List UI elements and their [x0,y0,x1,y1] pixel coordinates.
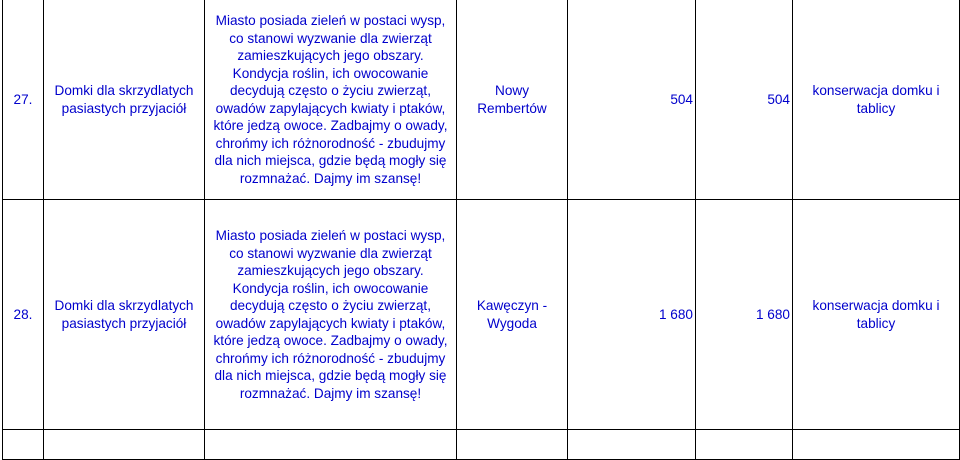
projects-table [2,0,960,460]
project-name [44,200,205,430]
cost-value-secondary: 1 680 [696,200,793,430]
cost-value-secondary: 504 [696,0,793,200]
empty-cell [793,430,960,460]
row-number: 27. [3,0,44,200]
empty-cell [457,430,568,460]
empty-cell [44,430,205,460]
project-location [457,200,568,430]
project-location [457,0,568,200]
location-line: Rembertów [477,100,547,116]
description-line: Miasto posiada zieleń w postaci wysp, [215,13,446,28]
description-line: które jedzą owoce. Zadbajmy o owady, [213,118,448,133]
project-name-line: pasiastych przyjaciół [61,315,187,331]
description-line: Miasto posiada zieleń w postaci wysp, [215,228,446,243]
description-line: zamieszkujących jego obszary. [237,263,424,278]
description-line: Kondycja roślin, ich owocowanie [232,65,429,81]
description-line: rozmnażać. Dajmy im szansę! [239,385,422,401]
purpose-line: konserwacja domku i [812,298,940,313]
table-row-partial [3,430,960,460]
location-line: Kawęczyn - [476,298,548,313]
empty-cell [696,430,793,460]
description-line: decydują często o życiu zwierząt, [230,83,431,98]
purpose-line: tablicy [856,100,896,116]
project-name-line: Domki dla skrzydlatych [54,298,194,313]
empty-cell [568,430,696,460]
project-description [205,200,457,430]
location-line: Wygoda [487,315,537,331]
purpose-line: konserwacja domku i [812,83,940,98]
table-row [3,200,960,430]
project-purpose [793,200,960,430]
description-line: decydują często o życiu zwierząt, [230,298,431,313]
description-line: dla nich miejsca, gdzie będą mogły się [214,153,447,168]
project-description [205,0,457,200]
project-purpose [793,0,960,200]
description-line: chrońmy ich różnorodność - zbudujmy [215,350,446,366]
description-line: co stanowi wyzwanie dla zwierząt [229,245,432,261]
cost-value: 1 680 [568,200,696,430]
description-line: które jedzą owoce. Zadbajmy o owady, [213,333,448,348]
description-line: owadów zapylających kwiaty i ptaków, [215,315,446,331]
location-line: Nowy [495,83,529,98]
table-row [3,0,960,200]
purpose-line: tablicy [856,315,896,331]
description-line: Kondycja roślin, ich owocowanie [232,280,429,296]
description-line: dla nich miejsca, gdzie będą mogły się [214,368,447,383]
project-name-line: pasiastych przyjaciół [61,100,187,116]
description-line: owadów zapylających kwiaty i ptaków, [215,100,446,116]
empty-cell [205,430,457,460]
description-line: chrońmy ich różnorodność - zbudujmy [215,135,446,151]
description-line: co stanowi wyzwanie dla zwierząt [229,30,432,46]
cost-value: 504 [568,0,696,200]
description-line: zamieszkujących jego obszary. [237,48,424,63]
project-name-line: Domki dla skrzydlatych [54,83,194,98]
row-number: 28. [3,200,44,430]
project-name [44,0,205,200]
description-line: rozmnażać. Dajmy im szansę! [239,170,422,186]
empty-cell [3,430,44,460]
